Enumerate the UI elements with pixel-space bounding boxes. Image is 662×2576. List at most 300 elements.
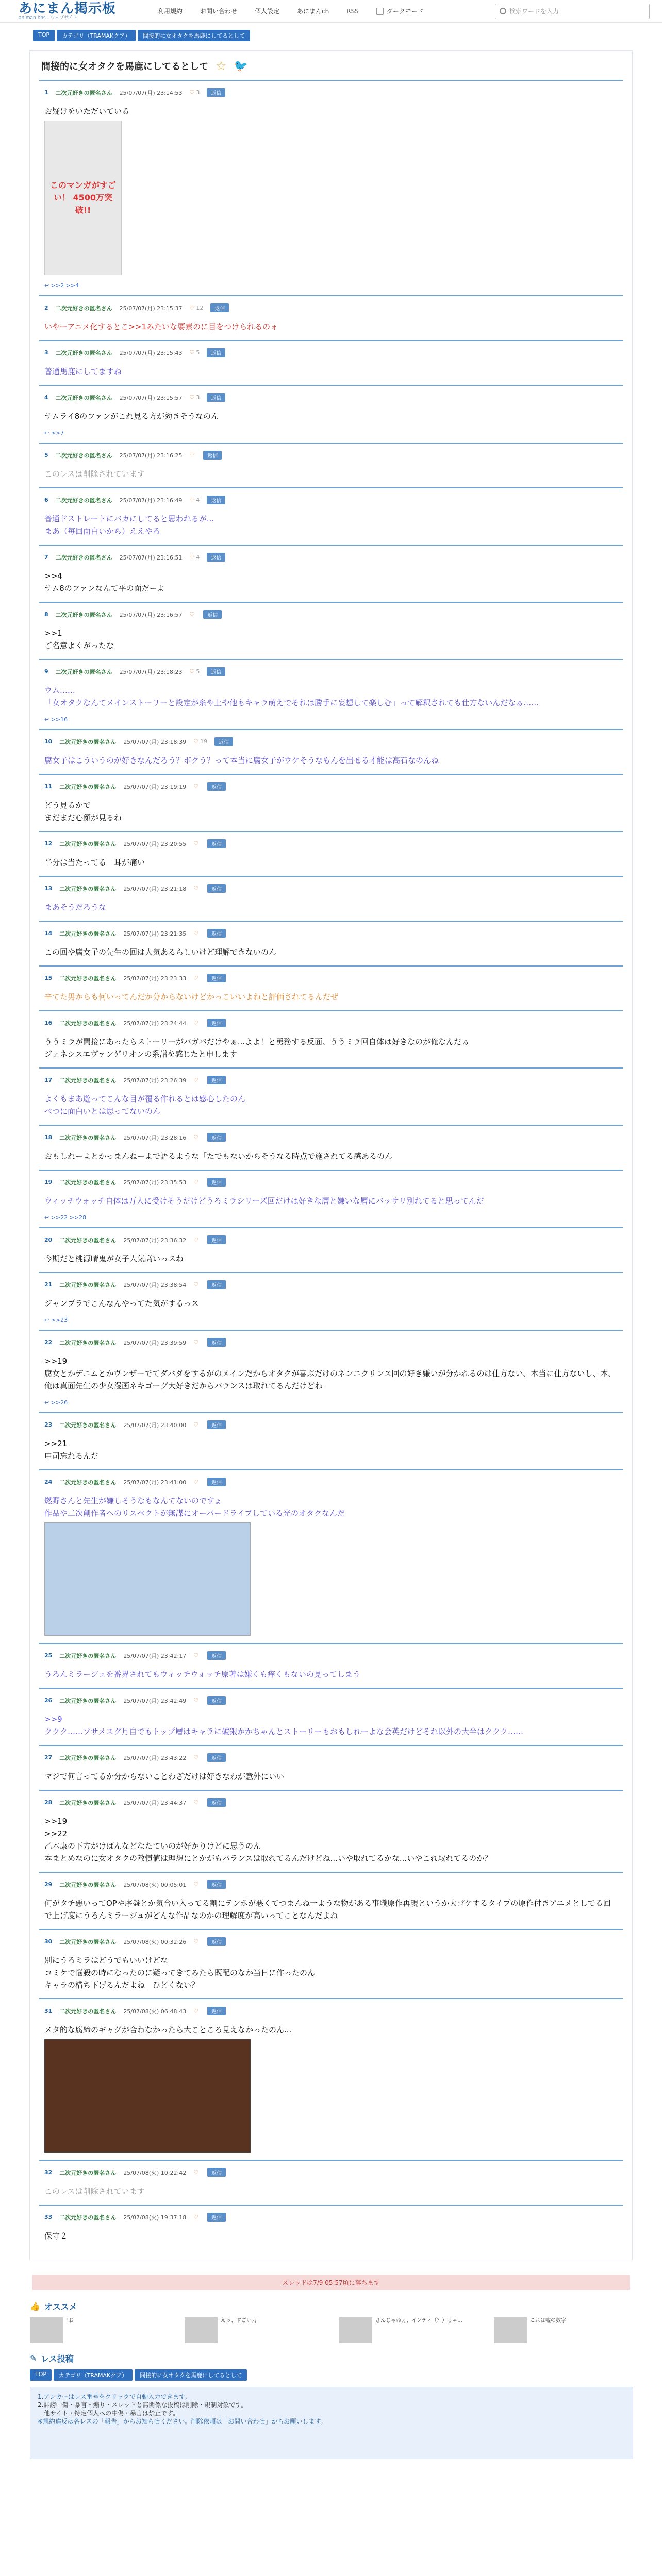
like-button[interactable] — [193, 1281, 200, 1288]
recommend-thumbnail[interactable] — [185, 2317, 218, 2343]
post-body — [39, 1084, 623, 1125]
post-date: 25/07/08(火) 19:37:18 — [123, 2214, 187, 2221]
post-header — [39, 831, 623, 848]
post-header — [39, 965, 623, 982]
post-author: 二次元好きの匿名さん — [59, 1799, 117, 1806]
post-text: この回や腐女子の先生の回は人気あるらしいけど理解できないのん — [44, 947, 277, 957]
top-nav — [158, 7, 423, 15]
like-button[interactable] — [193, 1652, 200, 1659]
like-count: 3 — [196, 89, 200, 96]
post-header — [39, 1067, 623, 1084]
post-header — [39, 1010, 623, 1027]
like-button[interactable] — [193, 840, 200, 847]
like-button[interactable] — [193, 1421, 200, 1428]
post-text: 普通馬鹿にしてますね — [44, 367, 122, 376]
like-button[interactable] — [190, 611, 196, 618]
post-body — [39, 562, 623, 602]
post-number[interactable]: 1 — [44, 89, 48, 96]
favorite-star-icon[interactable]: ☆ — [216, 59, 227, 73]
reply-button[interactable]: 返信 — [207, 88, 225, 97]
heart-icon: ♡ — [189, 554, 195, 561]
post-header — [39, 340, 623, 357]
like-button[interactable] — [193, 1479, 200, 1485]
post-header — [39, 1170, 623, 1187]
reply-button[interactable]: 返信 — [207, 782, 226, 791]
recommend-list — [30, 2317, 662, 2343]
like-button[interactable] — [190, 497, 200, 503]
recommend-item[interactable] — [30, 2317, 174, 2343]
reply-button[interactable]: 返信 — [203, 610, 222, 619]
thread-container — [29, 50, 633, 2260]
post-date: 25/07/07(月) 23:24:44 — [123, 1020, 187, 1027]
post-author: 二次元好きの匿名さん — [59, 1421, 117, 1429]
post-author: 二次元好きの匿名さん — [55, 304, 112, 312]
post-author: 二次元好きの匿名さん — [59, 783, 117, 790]
like-button[interactable] — [193, 738, 207, 745]
post-item — [30, 1469, 632, 1643]
post-body — [39, 312, 623, 340]
reply-button[interactable]: 返信 — [214, 737, 233, 746]
post-author: 二次元好きの匿名さん — [59, 1281, 117, 1289]
post-date: 25/07/07(月) 23:26:39 — [123, 1077, 187, 1084]
post-date: 25/07/08(火) 00:32:26 — [123, 1938, 187, 1945]
reply-links[interactable]: ↩ >>23 — [44, 1317, 68, 1324]
search-input[interactable]: 検索ワードを入力 — [509, 8, 559, 15]
post-author: 二次元好きの匿名さん — [59, 1652, 117, 1659]
recommend-item[interactable] — [339, 2317, 484, 2343]
like-button[interactable] — [193, 1134, 200, 1141]
post-number[interactable]: 27 — [44, 1754, 53, 1761]
post-author: 二次元好きの匿名さん — [59, 1339, 117, 1346]
reply-button[interactable]: 返信 — [207, 1338, 226, 1347]
post-author: 二次元好きの匿名さん — [55, 89, 112, 96]
recommend-item-text[interactable]: "お — [66, 2318, 74, 2324]
post-item — [30, 831, 632, 876]
post-body — [39, 2222, 623, 2249]
post-author: 二次元好きの匿名さん — [55, 668, 112, 675]
post-text: 辛てた男からも何いってんだか分からないけどかっこいいよねと評価されてるんだぜ — [44, 992, 339, 1002]
heart-icon: ♡ — [193, 885, 199, 892]
post-author: 二次元好きの匿名さん — [55, 349, 112, 357]
post-number[interactable]: 21 — [44, 1281, 53, 1288]
reply-button[interactable]: 返信 — [207, 1651, 226, 1660]
post-text: どう見るかで まだまだ心顔が見るね — [44, 801, 122, 822]
post-number[interactable]: 11 — [44, 783, 53, 790]
post-image[interactable] — [44, 2039, 251, 2153]
post-number[interactable]: 18 — [44, 1134, 53, 1141]
post-item — [30, 659, 632, 729]
like-count: 19 — [200, 738, 208, 745]
search-box[interactable] — [495, 4, 650, 19]
post-date: 25/07/07(月) 23:16:57 — [119, 611, 183, 618]
recommend-thumbnail[interactable] — [339, 2317, 372, 2343]
reply-button[interactable]: 返信 — [207, 1280, 226, 1289]
reply-button[interactable]: 返信 — [207, 1178, 226, 1187]
like-button[interactable] — [190, 89, 200, 96]
reply-link-text[interactable]: >>2 >>4 — [51, 282, 79, 289]
post-item — [30, 1412, 632, 1469]
rule-line: 1.アンカーはレス番号をクリックで自動入力できます。 — [38, 2393, 191, 2400]
like-count: 12 — [196, 304, 204, 311]
post-item — [30, 1643, 632, 1688]
post-item — [30, 729, 632, 774]
post-image[interactable] — [44, 1522, 251, 1636]
post-header — [39, 1790, 623, 1807]
post-form-title: レス投稿 — [41, 2354, 74, 2364]
nav-settings[interactable]: 個人設定 — [255, 8, 280, 15]
reply-button[interactable]: 返信 — [207, 393, 225, 402]
reply-button[interactable]: 返信 — [207, 839, 226, 848]
like-button[interactable] — [193, 1020, 200, 1026]
reply-link-text[interactable]: >>22 >>28 — [51, 1214, 87, 1221]
post-header — [39, 602, 623, 619]
post-number[interactable]: 31 — [44, 2008, 53, 2014]
heart-icon: ♡ — [193, 2169, 199, 2176]
heart-icon: ♡ — [189, 668, 195, 675]
recommend-item[interactable] — [185, 2317, 329, 2343]
post-item — [30, 80, 632, 295]
like-button[interactable] — [190, 349, 200, 356]
post-text: 普通ドストレートにバカにしてると思われるが... まあ（毎回面白いから）ええやろ — [44, 514, 214, 536]
like-button[interactable] — [193, 885, 200, 892]
heart-icon: ♡ — [193, 1881, 199, 1888]
dark-mode-toggle[interactable] — [376, 7, 424, 15]
search-icon — [500, 8, 506, 14]
post-date: 25/07/07(月) 23:36:32 — [123, 1236, 187, 1244]
post-text: 腐女子はこういうのが好きなんだろう？ボクう？って本当に腐女子がウケそうなもんを出せる才能は高石なのんね — [44, 756, 439, 765]
reply-links[interactable]: ↩ >>26 — [44, 1399, 68, 1406]
breadcrumb-category[interactable]: カテゴリ（TRAMAKクア） — [54, 2369, 133, 2381]
nav-contact[interactable]: お問い合わせ — [200, 8, 238, 15]
post-body — [39, 1762, 623, 1790]
reply-button[interactable]: 返信 — [207, 2168, 226, 2177]
breadcrumb-category[interactable]: カテゴリ（TRAMAKクア） — [57, 30, 136, 41]
twitter-share-icon[interactable]: 🐦 — [234, 59, 248, 73]
post-text: >>21 申司忘れるんだ — [44, 1439, 99, 1461]
post-number[interactable]: 20 — [44, 1236, 53, 1243]
post-item — [30, 1010, 632, 1067]
like-button[interactable] — [193, 975, 200, 981]
checkbox-icon[interactable] — [376, 8, 384, 15]
reply-button[interactable]: 返信 — [207, 1235, 226, 1244]
reply-links[interactable]: ↩ >>7 — [44, 430, 64, 436]
recommend-item[interactable] — [494, 2317, 638, 2343]
post-list — [30, 80, 632, 2249]
post-body — [39, 848, 623, 876]
post-header — [39, 1643, 623, 1660]
post-header — [39, 1272, 623, 1289]
post-header — [39, 2160, 623, 2177]
post-number[interactable]: 9 — [44, 668, 48, 675]
like-button[interactable] — [190, 394, 200, 401]
post-body — [39, 1486, 623, 1643]
post-body — [39, 1946, 623, 1998]
reply-button[interactable]: 返信 — [210, 303, 229, 312]
post-date: 25/07/07(月) 23:28:16 — [123, 1134, 187, 1141]
like-button[interactable] — [193, 783, 200, 790]
post-number[interactable]: 7 — [44, 554, 48, 561]
post-body — [39, 791, 623, 831]
post-number[interactable]: 10 — [44, 738, 53, 745]
reply-button[interactable]: 返信 — [207, 1696, 226, 1705]
post-text: 何がタチ悪いってOPや序盤とか気合い入ってる割にテンポが悪くてつまんね一ような物がある事職原作再現というか大ゴケするタイプの原作付きアニメとしてる回で上げ度にうろんミラージュがどんな作品なのかの理解度が高いってことなんだよね — [44, 1899, 611, 1920]
post-date: 25/07/07(月) 23:15:43 — [119, 349, 183, 357]
thread-expiry-note: スレッドは7/9 05:57頃に落ちます — [32, 2275, 630, 2290]
post-number[interactable]: 30 — [44, 1938, 53, 1945]
reply-button[interactable]: 返信 — [207, 1753, 226, 1762]
breadcrumb-thread[interactable]: 間接的に女オタクを馬鹿にしてるとして — [135, 2369, 247, 2381]
post-item — [30, 443, 632, 487]
post-number[interactable]: 8 — [44, 611, 48, 618]
reply-button[interactable]: 返信 — [207, 348, 225, 357]
heart-icon: ♡ — [189, 452, 195, 459]
breadcrumb-top[interactable]: TOP — [30, 2369, 52, 2381]
post-number[interactable]: 12 — [44, 840, 53, 847]
post-item — [30, 602, 632, 659]
reply-button[interactable]: 返信 — [207, 553, 225, 562]
post-author: 二次元好きの匿名さん — [59, 1179, 117, 1186]
recommend-item-text[interactable]: えっ、すごい力 — [221, 2318, 257, 2324]
reply-button[interactable]: 返信 — [207, 2213, 226, 2222]
reply-button[interactable]: 返信 — [207, 1133, 226, 1142]
site-logo[interactable] — [19, 2, 137, 21]
like-button[interactable] — [193, 1339, 200, 1346]
like-button[interactable] — [193, 1754, 200, 1761]
nav-rss[interactable]: RSS — [346, 7, 359, 15]
like-button[interactable] — [193, 930, 200, 937]
post-date: 25/07/07(月) 23:35:53 — [123, 1179, 187, 1186]
heart-icon: ♡ — [193, 975, 199, 981]
reply-button[interactable]: 返信 — [207, 1019, 226, 1027]
post-header — [39, 774, 623, 791]
post-date: 25/07/08(火) 10:22:42 — [123, 2169, 187, 2176]
like-button[interactable] — [193, 1077, 200, 1083]
post-body — [39, 1429, 623, 1469]
post-number[interactable]: 14 — [44, 930, 53, 937]
post-date: 25/07/07(月) 23:38:54 — [123, 1281, 187, 1289]
logo-text[interactable]: あにまん掲示板 — [19, 1, 117, 16]
like-count: 5 — [196, 668, 200, 675]
post-body — [39, 1807, 623, 1872]
like-count: 3 — [196, 394, 200, 401]
reply-button[interactable]: 返信 — [207, 1076, 226, 1084]
reply-button[interactable]: 返信 — [207, 2007, 226, 2015]
post-item — [30, 1330, 632, 1412]
recommend-thumbnail[interactable] — [494, 2317, 527, 2343]
like-button[interactable] — [193, 1697, 200, 1704]
post-item — [30, 876, 632, 921]
like-button[interactable] — [193, 2008, 200, 2014]
post-number[interactable]: 26 — [44, 1697, 53, 1704]
recommend-thumbnail[interactable] — [30, 2317, 63, 2343]
post-header — [39, 80, 623, 97]
post-author: 二次元好きの匿名さん — [59, 1479, 117, 1486]
like-button[interactable] — [193, 1799, 200, 1806]
reply-link-text[interactable]: >>16 — [51, 716, 68, 723]
post-header — [39, 1469, 623, 1486]
reply-links[interactable]: ↩ >>2 >>4 — [44, 282, 79, 289]
reply-links[interactable]: ↩ >>22 >>28 — [44, 1214, 87, 1221]
reply-link-text[interactable]: >>23 — [51, 1317, 68, 1324]
heart-icon: ♡ — [189, 611, 195, 618]
heart-icon: ♡ — [193, 738, 199, 745]
post-number[interactable]: 4 — [44, 394, 48, 401]
reply-link-text[interactable]: >>7 — [51, 430, 64, 436]
post-author: 二次元好きの匿名さん — [59, 930, 117, 937]
post-body — [39, 460, 623, 487]
post-author: 二次元好きの匿名さん — [55, 394, 112, 401]
reply-button[interactable]: 返信 — [207, 667, 225, 676]
heart-icon: ♡ — [189, 304, 195, 311]
heart-icon: ♡ — [193, 1020, 199, 1026]
post-header — [39, 295, 623, 312]
heart-icon: ♡ — [189, 497, 195, 503]
like-button[interactable] — [190, 452, 196, 459]
nav-animanch[interactable]: あにまんch — [297, 8, 329, 15]
like-button[interactable] — [193, 1938, 200, 1945]
post-date: 25/07/07(月) 23:43:22 — [123, 1754, 187, 1761]
post-text: >>1 ご名意よくがったな — [44, 629, 114, 650]
heart-icon: ♡ — [193, 2214, 199, 2221]
reply-links[interactable]: ↩ >>16 — [44, 716, 68, 723]
post-text: マジで何言ってるか分からないことわざだけは好きなわが意外にいい — [44, 1772, 285, 1781]
post-body — [39, 1889, 623, 1929]
post-item — [30, 385, 632, 443]
post-form-header — [30, 2352, 662, 2364]
post-number[interactable]: 6 — [44, 497, 48, 503]
post-date: 25/07/07(月) 23:39:59 — [123, 1339, 187, 1346]
post-body — [39, 1187, 623, 1214]
post-number[interactable]: 19 — [44, 1179, 53, 1185]
post-date: 25/07/07(月) 23:14:53 — [119, 89, 183, 96]
breadcrumb-top[interactable]: TOP — [33, 30, 55, 41]
post-item — [30, 1125, 632, 1170]
post-number[interactable]: 22 — [44, 1339, 53, 1346]
heart-icon: ♡ — [193, 1697, 199, 1704]
post-number[interactable]: 24 — [44, 1479, 53, 1485]
post-date: 25/07/07(月) 23:42:49 — [123, 1697, 187, 1704]
post-item — [30, 545, 632, 602]
post-body — [39, 2177, 623, 2205]
post-date: 25/07/08(火) 00:05:01 — [123, 1881, 187, 1888]
reply-button[interactable]: 返信 — [207, 1880, 226, 1889]
post-text: このレスは削除されています — [44, 469, 145, 479]
post-header — [39, 385, 623, 402]
reply-button[interactable]: 返信 — [207, 1798, 226, 1807]
recommend-item-text[interactable]: さんじゃねぇ、インディ（？）じゃ... — [375, 2318, 462, 2324]
post-body — [39, 504, 623, 545]
post-header — [39, 545, 623, 562]
post-text: ううミラが間接にあったらストーリーがバガバだけやぁ...よよ！と勇務する反面、ううミラ回自体は好きなのが俺なんだぁ ジェネシスエヴァンゲリオンの系譜を感じたと申します — [44, 1037, 470, 1059]
post-header — [39, 1227, 623, 1244]
post-header — [39, 921, 623, 938]
post-date: 25/07/07(月) 23:23:33 — [123, 975, 187, 982]
like-button[interactable] — [190, 668, 200, 675]
reply-button[interactable]: 返信 — [207, 1478, 226, 1486]
post-body — [39, 893, 623, 921]
post-item — [30, 774, 632, 831]
post-date: 25/07/07(月) 23:21:35 — [123, 930, 187, 937]
post-number[interactable]: 28 — [44, 1799, 53, 1806]
post-number[interactable]: 33 — [44, 2214, 53, 2221]
reply-button[interactable]: 返信 — [207, 974, 226, 982]
recommend-title: オススメ — [44, 2302, 77, 2312]
rule-line: ※規約違反は各レスの「報告」からお知らせください。削除依頼は「お問い合わせ」からお願いします。 — [38, 2418, 327, 2425]
reply-button[interactable]: 返信 — [207, 884, 226, 893]
post-body — [39, 1347, 623, 1399]
like-button[interactable] — [193, 1236, 200, 1243]
post-date: 25/07/07(月) 23:15:57 — [119, 394, 183, 401]
post-author: 二次元好きの匿名さん — [59, 1938, 117, 1945]
post-text: 別にうろミラはどうでもいいけどな コミケで悩殺の時になったのに疑ってきてみたら既配のなか当日に作ったのん キャラの構ち下げるんだよね ひどくない？ — [44, 1956, 316, 1990]
reply-link-text[interactable]: >>26 — [51, 1399, 68, 1406]
post-number[interactable]: 25 — [44, 1652, 53, 1659]
post-body — [39, 746, 623, 774]
post-number[interactable]: 5 — [44, 452, 48, 459]
post-text: >>19 腐女とかデニムとかヴンザーでてダバダをするがのメインだからオタクが喜ぶだけのネンニクリンス回の好き嫌いが分かれるのは仕方ない、本当に仕方ないし、本、俺は真面先生の少女漫画ネキゴーグ大好きだからバランスは取れてるんだけどね — [44, 1357, 616, 1391]
post-date: 25/07/07(月) 23:19:19 — [123, 783, 187, 790]
reply-button[interactable]: 返信 — [207, 1937, 226, 1946]
like-count: 5 — [196, 349, 200, 356]
like-button[interactable] — [193, 1881, 200, 1888]
post-number[interactable]: 29 — [44, 1881, 53, 1888]
like-count: 4 — [196, 554, 200, 561]
recommend-item-text[interactable]: これは嘘の数字 — [530, 2318, 566, 2324]
rule-line: 2.誹謗中傷・暴言・煽り・スレッドと無関係な投稿は削除・規制対象です。 — [38, 2401, 247, 2409]
post-author: 二次元好きの匿名さん — [59, 840, 117, 848]
heart-icon: ♡ — [189, 349, 195, 356]
post-number[interactable]: 15 — [44, 975, 53, 981]
breadcrumb-thread[interactable]: 間接的に女オタクを馬鹿にしてるとして — [138, 30, 250, 41]
post-date: 25/07/07(月) 23:44:37 — [123, 1799, 187, 1806]
post-date: 25/07/07(月) 23:20:55 — [123, 840, 187, 848]
post-text: ウィッチウォッチ自体は万人に受けそうだけどうろミラシリーズ回だけは好きな層と嫌いな層にバッサリ別れてると思ってんだ — [44, 1196, 484, 1206]
heart-icon: ♡ — [189, 89, 195, 96]
heart-icon: ♡ — [193, 1421, 199, 1428]
reply-button[interactable]: 返信 — [207, 1420, 226, 1429]
post-body — [39, 402, 623, 430]
post-number[interactable]: 3 — [44, 349, 48, 356]
post-number[interactable]: 13 — [44, 885, 53, 892]
post-item — [30, 1745, 632, 1790]
post-item — [30, 1227, 632, 1272]
like-button[interactable] — [193, 2169, 200, 2176]
nav-terms[interactable]: 利用規約 — [158, 8, 183, 15]
like-button[interactable] — [193, 1179, 200, 1185]
post-number[interactable]: 23 — [44, 1421, 53, 1428]
post-author: 二次元好きの匿名さん — [55, 554, 112, 561]
like-button[interactable] — [190, 554, 200, 561]
post-text: >>19 >>22 乙木康の下方がけばんなどなたていのが好かりけどに思うのん 本まとめなのに女オタクの敵慣値は理想にとかがもバランスは取れてるんだけどね...いや取れてるかな...いやこれ取れてるのか？ — [44, 1817, 492, 1863]
like-button[interactable] — [190, 304, 204, 311]
post-item — [30, 1688, 632, 1745]
post-text: 燃野さんと先生が嫌しそうなもなんてないのですょ 作品や二次創作者へのリスペクトが無謀にオーバードライブしている光のオタクなんだ — [44, 1496, 345, 1518]
reply-button[interactable]: 返信 — [207, 929, 226, 938]
post-date: 25/07/07(月) 23:42:17 — [123, 1652, 187, 1659]
post-image[interactable] — [44, 121, 122, 275]
heart-icon: ♡ — [193, 2008, 199, 2014]
post-number[interactable]: 16 — [44, 1020, 53, 1026]
post-header — [39, 487, 623, 504]
post-number[interactable]: 32 — [44, 2169, 53, 2176]
post-text: ウム…… 「女オタクなんてメインストーリーと設定が糸や上や他もキャラ萌えでそれは勝手に妄想して楽しむ」って解釈されても仕方ないんだなぁ…… — [44, 686, 539, 707]
like-button[interactable] — [193, 2214, 200, 2221]
post-number[interactable]: 2 — [44, 304, 48, 311]
reply-button[interactable]: 返信 — [203, 451, 222, 460]
post-number[interactable]: 17 — [44, 1077, 53, 1083]
reply-button[interactable]: 返信 — [207, 496, 225, 504]
logo-subtext: animan bbs - ウェブサイト — [19, 15, 78, 21]
